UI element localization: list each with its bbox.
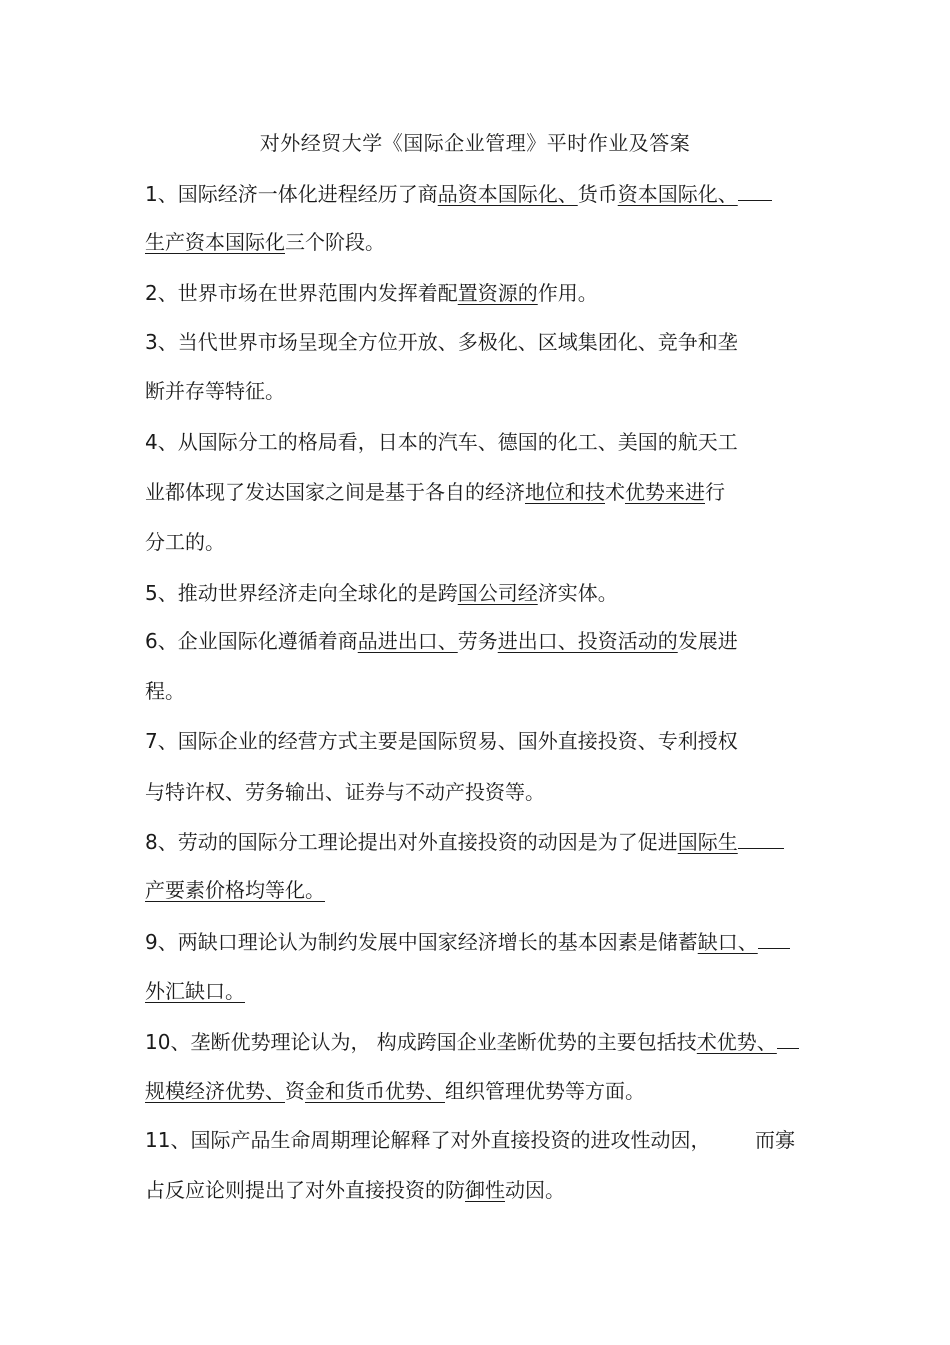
text-line-11 (145, 676, 185, 706)
blank-line (738, 826, 784, 849)
answer-underline: 外汇缺口。 (145, 979, 245, 1003)
text-line-14 (145, 826, 784, 857)
answer-underline: 资本国际化、 (617, 182, 738, 206)
line-text: 分工的。 (145, 530, 225, 554)
text-line-13 (145, 777, 545, 807)
answer-underline: 术优势、 (696, 1030, 777, 1054)
line-text: 动因。 (505, 1178, 565, 1202)
line-text: 与特许权、劳务输出、证券与不动产投资等。 (145, 780, 545, 804)
line-text: 作用。 (537, 281, 598, 305)
line-text: 济实体。 (537, 581, 618, 605)
answer-underline: 置资源的 (457, 281, 538, 305)
line-text: 程。 (145, 679, 185, 703)
line-text: 10、垄断优势理论认为， 构成跨国企业垄断优势的主要包括技 (145, 1030, 697, 1054)
answer-underline: 御性 (465, 1178, 505, 1202)
answer-underline: 地位和技 (525, 480, 605, 504)
text-line-19 (145, 1076, 645, 1106)
line-text: 货币 (577, 182, 618, 206)
text-line-17 (145, 976, 245, 1006)
line-text: 6、企业国际化遵循着商 (145, 629, 358, 653)
text-line-7 (145, 477, 725, 507)
text-line-16 (145, 926, 790, 957)
answer-underline: 产要素价格均等化。 (145, 878, 325, 902)
line-text: 1、国际经济一体化进程经历了商 (145, 182, 438, 206)
line-text: 5、推动世界经济走向全球化的是跨 (145, 581, 458, 605)
text-line-8 (145, 527, 225, 557)
line-text: 劳务 (457, 629, 498, 653)
line-text: 4、从国际分工的格局看，日本的汽车、德国的化工、美国的航天工 (145, 430, 738, 454)
text-line-1 (145, 178, 772, 209)
document-title: 对外经贸大学《国际企业管理》平时作业及答案 (259, 131, 691, 155)
line-text: 组织管理优势等方面。 (445, 1079, 645, 1103)
line-text: 断并存等特征。 (145, 379, 285, 403)
text-line-21 (145, 1175, 565, 1205)
text-line-2 (145, 227, 385, 257)
text-line-4 (145, 327, 738, 357)
answer-underline: 国际生 (677, 830, 738, 854)
line-text: 2、世界市场在世界范围内发挥着配 (145, 281, 458, 305)
text-line-5 (145, 376, 285, 406)
line-text: 9、两缺口理论认为制约发展中国家经济增长的基本因素是储蓄 (145, 930, 698, 954)
text-line-6 (145, 427, 738, 457)
line-text: 三个阶段。 (285, 230, 385, 254)
answer-underline: 进出口、投资活动的 (497, 629, 678, 653)
answer-underline: 金和货币优势、 (305, 1079, 445, 1103)
line-text: 7、国际企业的经营方式主要是国际贸易、国外直接投资、专利授权 (145, 729, 738, 753)
line-text: 占反应论则提出了对外直接投资的防 (145, 1178, 465, 1202)
line-text: 业都体现了发达国家之间是基于各自的经济 (145, 480, 525, 504)
text-line-20 (145, 1125, 795, 1155)
text-line-3 (145, 278, 598, 308)
text-line-10 (145, 626, 738, 656)
answer-underline: 生产资本国际化 (145, 230, 285, 254)
blank-line (738, 178, 772, 201)
text-line-18 (145, 1026, 799, 1057)
answer-underline: 缺口、 (697, 930, 758, 954)
answer-underline: 品资本国际化、 (437, 182, 578, 206)
line-text: 行 (705, 480, 725, 504)
blank-line (758, 926, 790, 949)
blank-line (777, 1026, 799, 1049)
line-text: 发展进 (677, 629, 738, 653)
line-text: 3、当代世界市场呈现全方位开放、多极化、区域集团化、竞争和垄 (145, 330, 738, 354)
answer-underline: 品进出口、 (357, 629, 458, 653)
answer-underline: 优势来进 (625, 480, 705, 504)
text-line-12 (145, 726, 738, 756)
line-text: 术 (605, 480, 625, 504)
line-text: 11、国际产品生命周期理论解释了对外直接投资的进攻性动因， 而寡 (145, 1128, 795, 1152)
text-line-9 (145, 578, 618, 608)
text-line-15 (145, 875, 325, 905)
answer-underline: 规模经济优势、 (145, 1079, 285, 1103)
answer-underline: 国公司经 (457, 581, 538, 605)
line-text: 8、劳动的国际分工理论提出对外直接投资的动因是为了促进 (145, 830, 678, 854)
line-text: 资 (285, 1079, 305, 1103)
